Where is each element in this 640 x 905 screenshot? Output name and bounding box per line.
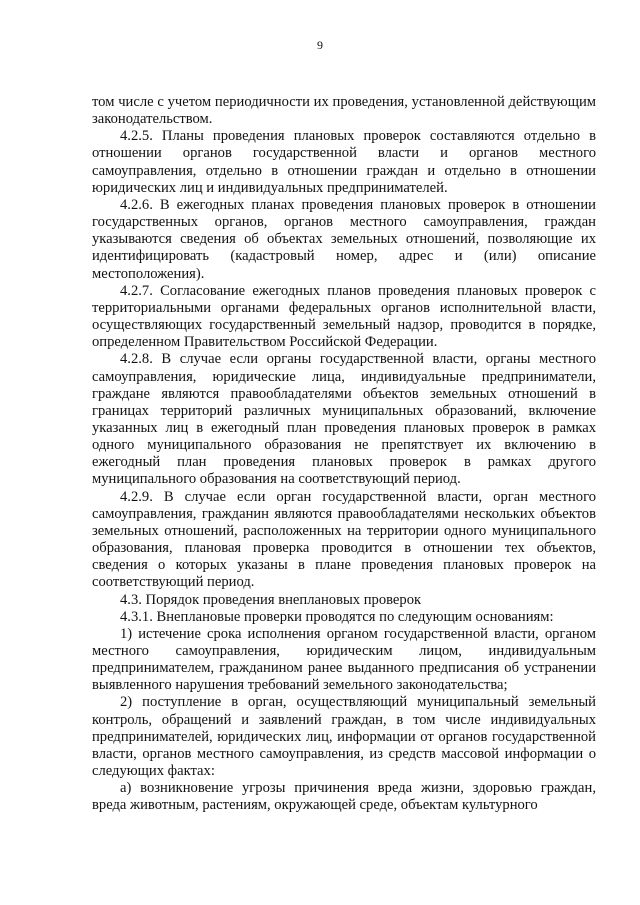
list-item-1: 1) истечение срока исполнения органом государственной власти, органом местного самоуправления, юридическим лицом, индивидуальным предпринимателем, гражданином ранее выданного предписания об устранении выявленного нарушения требований земельного законодательства; <box>92 625 596 694</box>
section-heading-4-3: 4.3. Порядок проведения внеплановых проверок <box>120 591 422 608</box>
paragraph-4-2-7: 4.2.7. Согласование ежегодных планов проведения плановых проверок с территориальными органами федеральных органов исполнительной власти, осуществляющих государственный земельный надзор, проводится в порядке, определенном Правительством Российской Федерации. <box>92 282 596 351</box>
page-number: 9 <box>317 38 323 52</box>
paragraph-4-3-1: 4.3.1. Внеплановые проверки проводятся по следующим основаниям: <box>120 608 554 625</box>
paragraph-continuation: том числе с учетом периодичности их проведения, установленной действующим законодательством. <box>92 94 596 128</box>
list-item-2: 2) поступление в орган, осуществляющий муниципальный земельный контроль, обращений и заявлений граждан, в том числе индивидуальных предпринимателей, юридических лиц, информации от органов государственной власти, органов местного самоуправления, из средств массовой информации о следующих фактах: <box>92 694 596 780</box>
paragraph-4-2-6: 4.2.6. В ежегодных планах проведения плановых проверок в отношении государственных органов, органов местного самоуправления, граждан указываются сведения об объектах земельных отношений, позволяющие их идентифицировать (кадастровый номер, адрес и (или) описание местоположения). <box>92 196 596 282</box>
document-body <box>92 94 596 815</box>
paragraph-4-2-8: 4.2.8. В случае если органы государственной власти, органы местного самоуправления, юридические лица, индивидуальные предприниматели, граждане являются правообладателями объектов земельных отношений в границах территорий различных муниципальных образований, включение указанных лиц в ежегодный план проведения плановых проверок в рамках одного муниципального образования не препятствует их включению в ежегодный план проведения плановых проверок в рамках другого муниципального образования на соответствующий период. <box>92 351 596 488</box>
paragraph-4-2-9: 4.2.9. В случае если орган государственной власти, орган местного самоуправления, гражданин являются правообладателями нескольких объектов земельных отношений, расположенных на территории одного муниципального образования, плановая проверка проводится в отношении тех объектов, сведения о которых указаны в плане проведения плановых проверок на соответствующий период. <box>92 488 596 591</box>
list-item-a: а) возникновение угрозы причинения вреда жизни, здоровью граждан, вреда животным, растениям, окружающей среде, объектам культурного <box>92 780 596 814</box>
paragraph-4-2-5: 4.2.5. Планы проведения плановых проверок составляются отдельно в отношении органов государственной власти и органов местного самоуправления, отдельно в отношении граждан и отдельно в отношении юридических лиц и индивидуальных предпринимателей. <box>92 128 596 196</box>
